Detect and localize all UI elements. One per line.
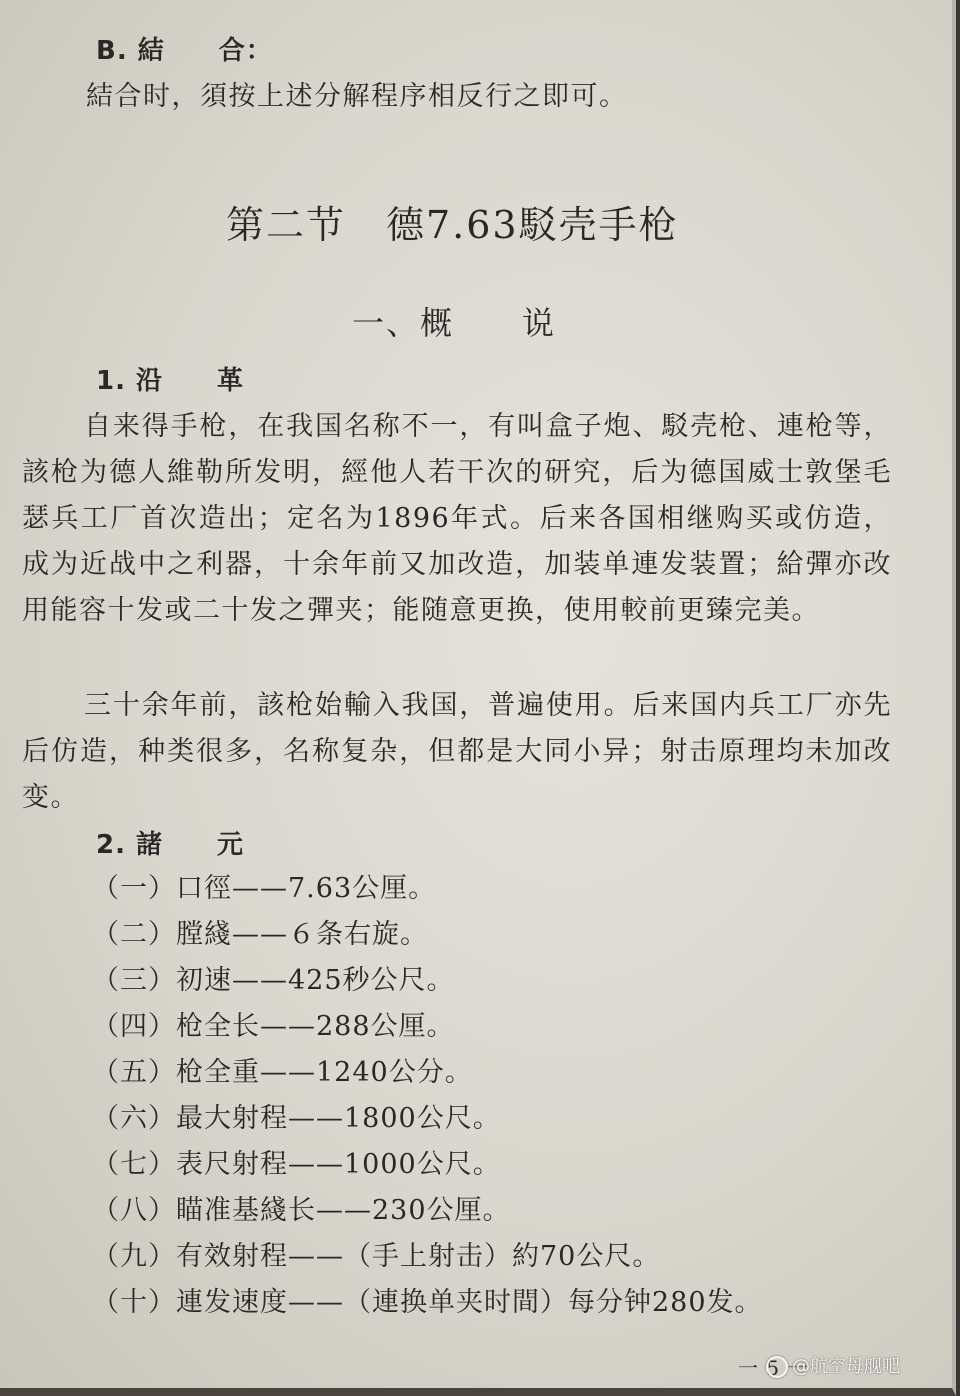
spec-item: （四）枪全长——288公厘。 <box>92 1011 455 1042</box>
spec-item: （二）膛綫——６条右旋。 <box>92 919 428 950</box>
spec-item: （八）瞄准基綫长——230公厘。 <box>92 1195 511 1226</box>
section-b-heading: B. 結 合： <box>96 36 273 66</box>
watermark-logo-icon <box>766 1356 788 1378</box>
spec-item: （九）有效射程——（手上射击）約70公尺。 <box>92 1241 661 1272</box>
watermark <box>766 1352 900 1378</box>
history-paragraph-2: 三十余年前，該枪始輸入我国，普遍使用。后来国内兵工厂亦先后仿造，种类很多，名称复杂，但都是大同小异；射击原理均未加改变。 <box>22 690 892 813</box>
spec-item: （三）初速——425秒公尺。 <box>92 965 455 996</box>
history-paragraph-1: 自来得手枪，在我国名称不一，有叫盒子炮、駁壳枪、連枪等，該枪为德人維勒所发明，經他人若干次的研究，后为德国威士敦堡毛瑟兵工厂首次造出；定名为1896年式。后来各国相继购买或仿造，成为近战中之利器，十余年前又加改造，加装单連发装置；給彈亦改用能容十发或二十发之彈夹；能随意更换，使用較前更臻完美。 <box>22 411 892 626</box>
page-number: 一 5 一 <box>738 1356 809 1380</box>
spec-item: （七）表尺射程——1000公尺。 <box>92 1149 501 1180</box>
watermark-text: @航空母舰吧 <box>792 1356 900 1377</box>
section-b-text: 結合时，須按上述分解程序相反行之即可。 <box>86 81 628 112</box>
spec-item: （六）最大射程——1800公尺。 <box>92 1103 501 1134</box>
spec-item: （一）口徑——7.63公厘。 <box>92 873 437 904</box>
chapter-title: 第二节 德7.63駁壳手枪 <box>226 203 679 247</box>
part-title: 一、概 说 <box>352 304 557 342</box>
specs-heading: 2. 諸 元 <box>96 830 245 860</box>
specs-list <box>92 866 763 1326</box>
spec-item: （十）連发速度——（連换单夹时間）每分钟280发。 <box>92 1287 763 1318</box>
history-heading: 1. 沿 革 <box>96 366 245 396</box>
spec-item: （五）枪全重——1240公分。 <box>92 1057 473 1088</box>
